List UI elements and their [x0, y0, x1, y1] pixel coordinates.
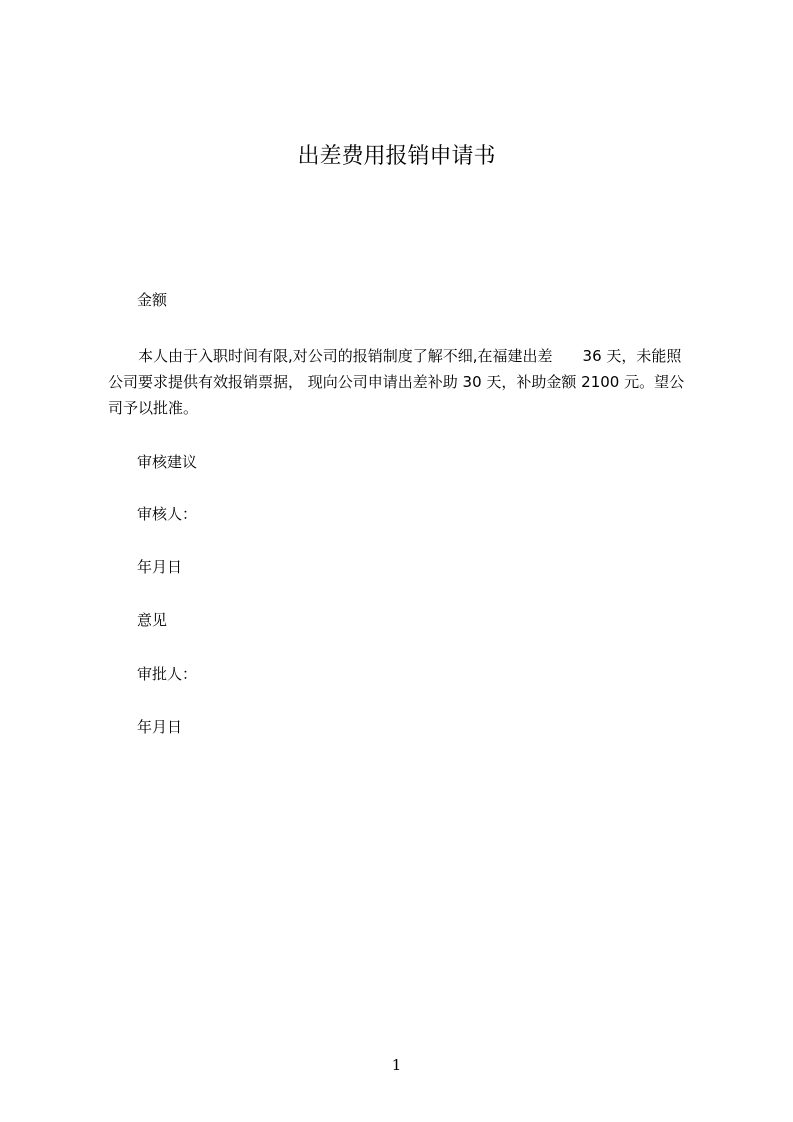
approval-opinion-label: 意见 [137, 611, 168, 629]
reviewer-label: 审核人： [137, 505, 198, 523]
review-opinion-label: 审核建议 [137, 453, 198, 471]
review-date-label: 年月日 [137, 558, 183, 576]
page-title: 出差费用报销申请书 [297, 144, 496, 169]
application-paragraph [108, 343, 708, 421]
page-number: 1 [391, 1056, 402, 1074]
amount-label: 金额 [137, 291, 168, 309]
paragraph-line-3: 司予以批准。 [108, 399, 199, 417]
approval-date-label: 年月日 [137, 718, 183, 736]
paragraph-line-2: 公司要求提供有效报销票据， 现向公司申请出差补助 30 天，补助金额 2100 元。望公 [108, 373, 685, 391]
approver-label: 审批人： [137, 665, 198, 683]
paragraph-line-1: 本人由于入职时间有限,对公司的报销制度了解不细,在福建出差 36 天，未能照 [108, 347, 682, 365]
